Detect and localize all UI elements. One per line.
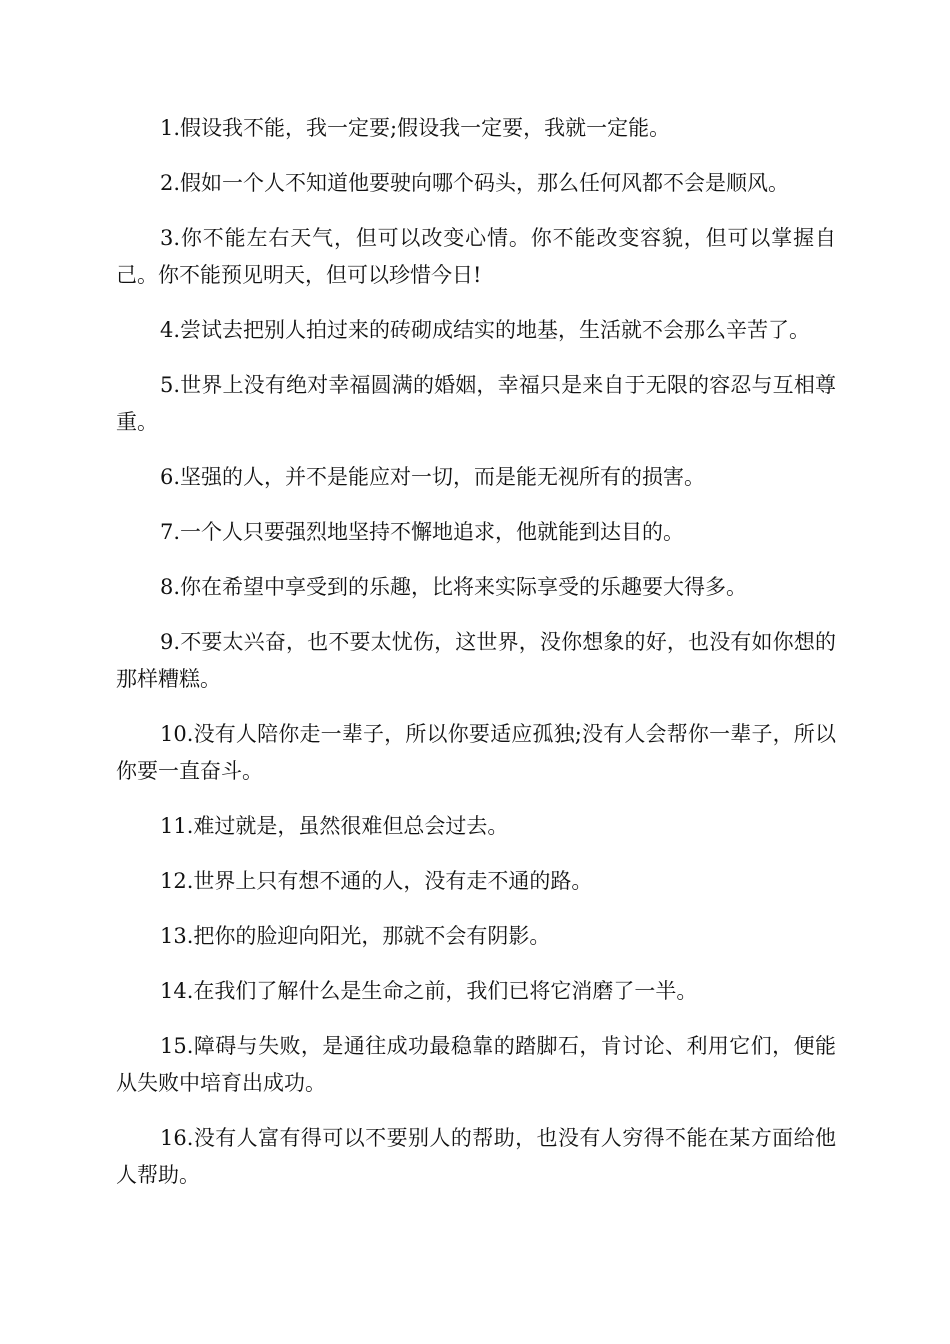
document-body bbox=[116, 110, 836, 1212]
quote-paragraph-13: 13.把你的脸迎向阳光，那就不会有阴影。 bbox=[160, 924, 551, 948]
quote-paragraph-15: 15.障碍与失败，是通往成功最稳靠的踏脚石，肯讨论、利用它们，便能从失败中培育出成功。 bbox=[116, 1034, 836, 1095]
quote-paragraph-4: 4.尝试去把别人拍过来的砖砌成结实的地基，生活就不会那么辛苦了。 bbox=[160, 318, 811, 342]
quote-paragraph-5: 5.世界上没有绝对幸福圆满的婚姻，幸福只是来自于无限的容忍与互相尊重。 bbox=[116, 373, 836, 434]
quote-paragraph-12: 12.世界上只有想不通的人，没有走不通的路。 bbox=[160, 869, 593, 893]
quote-paragraph-10: 10.没有人陪你走一辈子，所以你要适应孤独;没有人会帮你一辈子，所以你要一直奋斗。 bbox=[116, 722, 836, 783]
quote-paragraph-14: 14.在我们了解什么是生命之前，我们已将它消磨了一半。 bbox=[160, 979, 698, 1003]
quote-paragraph-1: 1.假设我不能，我一定要;假设我一定要，我就一定能。 bbox=[160, 116, 671, 140]
quote-paragraph-11: 11.难过就是，虽然很难但总会过去。 bbox=[160, 814, 509, 838]
quote-paragraph-8: 8.你在希望中享受到的乐趣，比将来实际享受的乐趣要大得多。 bbox=[160, 575, 748, 599]
quote-paragraph-2: 2.假如一个人不知道他要驶向哪个码头，那么任何风都不会是顺风。 bbox=[160, 171, 790, 195]
quote-paragraph-3: 3.你不能左右天气，但可以改变心情。你不能改变容貌，但可以掌握自己。你不能预见明天，但可以珍惜今日! bbox=[116, 226, 836, 287]
quote-paragraph-9: 9.不要太兴奋，也不要太忧伤，这世界，没你想象的好，也没有如你想的那样糟糕。 bbox=[116, 630, 836, 691]
quote-paragraph-16: 16.没有人富有得可以不要别人的帮助，也没有人穷得不能在某方面给他人帮助。 bbox=[116, 1126, 836, 1187]
quote-paragraph-7: 7.一个人只要强烈地坚持不懈地追求，他就能到达目的。 bbox=[160, 520, 685, 544]
quote-paragraph-6: 6.坚强的人，并不是能应对一切，而是能无视所有的损害。 bbox=[160, 465, 706, 489]
